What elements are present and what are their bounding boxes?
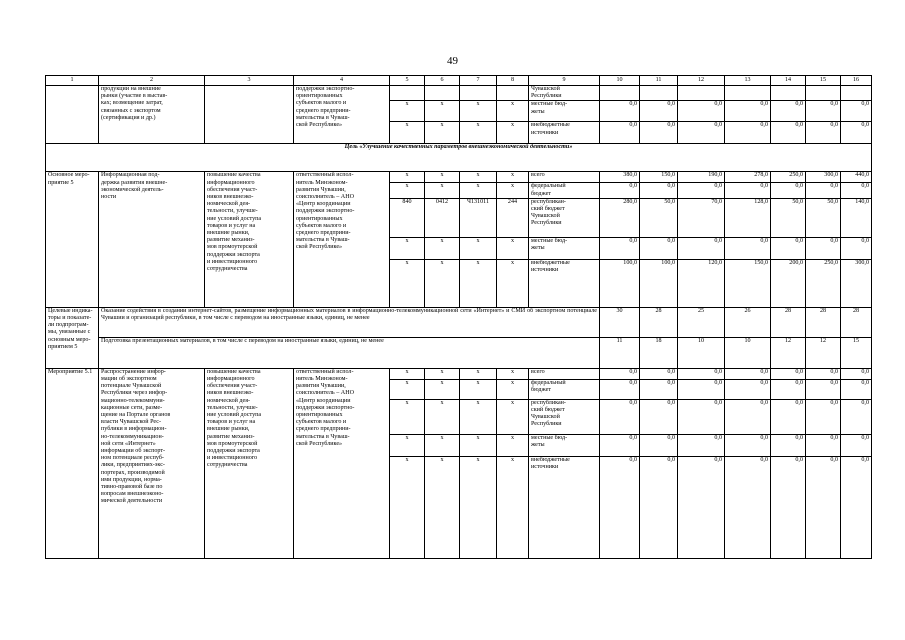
- value-cell: 0,0: [806, 122, 841, 144]
- value-cell: 0,0: [678, 368, 725, 379]
- value-cell: 300,0: [806, 172, 841, 183]
- value-cell: 0,0: [640, 379, 678, 399]
- column-number: 4: [294, 76, 390, 86]
- value-cell: 0,0: [771, 379, 806, 399]
- indicator-value: 18: [640, 337, 678, 368]
- value-cell: 100,0: [600, 259, 640, 307]
- code-cell: x: [425, 172, 460, 183]
- value-cell: 0,0: [806, 101, 841, 122]
- value-cell: 300,0: [841, 259, 872, 307]
- indicator-value: 15: [841, 337, 872, 368]
- code-cell: x: [390, 368, 425, 379]
- code-cell: x: [390, 456, 425, 558]
- table-row: [46, 368, 872, 379]
- indicator-value: 11: [600, 337, 640, 368]
- value-cell: 0,0: [771, 237, 806, 259]
- column-number: 11: [640, 76, 678, 86]
- empty-cell: [46, 86, 99, 144]
- value-cell: 0,0: [640, 434, 678, 456]
- activity-code: Основное меро- приятие 5: [46, 172, 99, 307]
- value-cell: 0,0: [806, 379, 841, 399]
- value-cell: 0,0: [640, 237, 678, 259]
- measure-name: продукции на внешние рынки (участие в выстав- ках; возмещение затрат, связанных с экспортом (сертификация и др.): [99, 86, 205, 144]
- value-cell: 0,0: [678, 101, 725, 122]
- value-cell: 0,0: [841, 368, 872, 379]
- code-cell: x: [425, 183, 460, 198]
- code-cell: x: [460, 456, 497, 558]
- code-cell: x: [460, 237, 497, 259]
- value-cell: 0,0: [725, 399, 771, 434]
- value-cell: 0,0: [678, 399, 725, 434]
- funding-source: федеральный бюджет: [529, 379, 600, 399]
- empty-cell: [425, 86, 460, 101]
- code-cell: x: [390, 434, 425, 456]
- code-cell: 244: [497, 198, 529, 237]
- indicator-value: 12: [806, 337, 841, 368]
- code-cell: x: [497, 259, 529, 307]
- value-cell: 440,0: [841, 172, 872, 183]
- value-cell: 0,0: [725, 379, 771, 399]
- value-cell: 278,0: [725, 172, 771, 183]
- value-cell: 0,0: [806, 399, 841, 434]
- value-cell: 150,0: [725, 259, 771, 307]
- empty-cell: [806, 86, 841, 101]
- measure-name: Распространение инфор- мации об экспортном потенциале Чувашской Республики через инфор- мационно-телекоммуни- кационные сети, разме- щение на Портале органов власти Чувашской Рес- публики в информацион- но-телекоммуникацион- ной сети «Интернет» информации об экспорт- ном потенциале респуб- лики, предприятиях-экс- портерах, производимой ими продукции, норма- тивно-правовой базе по вопросам внешнеэконо- мической деятельности: [99, 368, 205, 558]
- code-cell: x: [497, 237, 529, 259]
- indicator-label: Целевые индика- торы и показате- ли подпрограм- мы, увязанные с основным меро- приятием 5: [46, 307, 99, 368]
- funding-source: республикан- ский бюджет Чувашской Республики: [529, 399, 600, 434]
- value-cell: 128,0: [725, 198, 771, 237]
- empty-cell: [390, 86, 425, 101]
- code-cell: x: [390, 122, 425, 144]
- value-cell: 0,0: [771, 122, 806, 144]
- code-cell: x: [460, 379, 497, 399]
- code-cell: 840: [390, 198, 425, 237]
- column-number: 15: [806, 76, 841, 86]
- column-number: 13: [725, 76, 771, 86]
- column-number: 6: [425, 76, 460, 86]
- executor-cell: ответственный испол- нитель Минэконом- развития Чувашии, соисполнитель – АНО «Центр координации поддержки экспортно- ориентированных субъектов малого и среднего предприни- мательства в Чуваш- ской Республике»: [294, 172, 390, 307]
- value-cell: 70,0: [678, 198, 725, 237]
- value-cell: 150,0: [640, 172, 678, 183]
- value-cell: 0,0: [725, 237, 771, 259]
- value-cell: 120,0: [678, 259, 725, 307]
- column-number: 7: [460, 76, 497, 86]
- value-cell: 0,0: [771, 434, 806, 456]
- value-cell: 50,0: [640, 198, 678, 237]
- column-number: 3: [205, 76, 294, 86]
- indicator-value: 28: [640, 307, 678, 337]
- code-cell: x: [497, 183, 529, 198]
- code-cell: x: [390, 399, 425, 434]
- value-cell: 0,0: [725, 122, 771, 144]
- value-cell: 0,0: [600, 101, 640, 122]
- code-cell: x: [390, 237, 425, 259]
- funding-source: федеральный бюджет: [529, 183, 600, 198]
- program-table: [45, 75, 872, 559]
- value-cell: 0,0: [640, 456, 678, 558]
- value-cell: 0,0: [771, 399, 806, 434]
- value-cell: 0,0: [678, 122, 725, 144]
- value-cell: 0,0: [771, 183, 806, 198]
- code-cell: x: [425, 259, 460, 307]
- value-cell: 0,0: [841, 434, 872, 456]
- indicator-value: 25: [678, 307, 725, 337]
- activity-code: Мероприятие 5.1: [46, 368, 99, 558]
- funding-source: всего: [529, 172, 600, 183]
- column-number: 2: [99, 76, 205, 86]
- code-cell: x: [497, 379, 529, 399]
- value-cell: 0,0: [725, 456, 771, 558]
- code-cell: x: [460, 399, 497, 434]
- value-cell: 0,0: [725, 434, 771, 456]
- value-cell: 0,0: [600, 183, 640, 198]
- code-cell: x: [425, 399, 460, 434]
- column-number: 1: [46, 76, 99, 86]
- code-cell: x: [425, 368, 460, 379]
- code-cell: x: [497, 456, 529, 558]
- value-cell: 0,0: [678, 237, 725, 259]
- table-row: [46, 86, 872, 101]
- indicator-value: 26: [725, 307, 771, 337]
- header-row: [46, 76, 872, 86]
- value-cell: 0,0: [600, 379, 640, 399]
- code-cell: x: [460, 259, 497, 307]
- code-cell: x: [497, 101, 529, 122]
- code-cell: x: [390, 379, 425, 399]
- indicator-value: 28: [771, 307, 806, 337]
- value-cell: 0,0: [640, 183, 678, 198]
- goal-row: [46, 144, 872, 172]
- funding-source: местные бюд- жеты: [529, 434, 600, 456]
- code-cell: x: [390, 183, 425, 198]
- code-cell: x: [460, 434, 497, 456]
- column-number: 16: [841, 76, 872, 86]
- empty-cell: [771, 86, 806, 101]
- column-number: 14: [771, 76, 806, 86]
- code-cell: x: [425, 456, 460, 558]
- code-cell: x: [390, 101, 425, 122]
- value-cell: 250,0: [806, 259, 841, 307]
- table-row: [46, 172, 872, 183]
- funding-source: местные бюд- жеты: [529, 237, 600, 259]
- code-cell: x: [425, 237, 460, 259]
- executor-cell: поддержки экспортно- ориентированных субъектов малого и среднего предприни- мательства в Чуваш- ской Республике»: [294, 86, 390, 144]
- value-cell: 190,0: [678, 172, 725, 183]
- code-cell: x: [390, 172, 425, 183]
- empty-cell: [600, 86, 640, 101]
- value-cell: 0,0: [806, 456, 841, 558]
- code-cell: x: [497, 399, 529, 434]
- expected-result: повышение качества информационного обеспечения участ- ников внешнеэко- номической дея- тельности, улучше- ние условий доступа товаров и услуг на внешние рынки, развитие механиз- мов промоутерской поддержки экспорта и инвестиционного сотрудничества: [205, 368, 294, 558]
- value-cell: 100,0: [640, 259, 678, 307]
- value-cell: 0,0: [771, 101, 806, 122]
- funding-source: внебюджетные источники: [529, 456, 600, 558]
- value-cell: 380,0: [600, 172, 640, 183]
- value-cell: 0,0: [806, 434, 841, 456]
- empty-cell: [640, 86, 678, 101]
- code-cell: x: [460, 122, 497, 144]
- code-cell: x: [460, 183, 497, 198]
- value-cell: 0,0: [841, 456, 872, 558]
- value-cell: 200,0: [771, 259, 806, 307]
- value-cell: 0,0: [841, 122, 872, 144]
- code-cell: x: [497, 434, 529, 456]
- empty-cell: [841, 86, 872, 101]
- expected-result: повышение качества информационного обеспечения участ- ников внешнеэко- номической дея- тельности, улучше- ние условий доступа товаров и услуг на внешние рынки, развитие механиз- мов промоутерской поддержки экспорта и инвестиционного сотрудничества: [205, 172, 294, 307]
- empty-cell: [725, 86, 771, 101]
- value-cell: 0,0: [600, 237, 640, 259]
- value-cell: 0,0: [600, 368, 640, 379]
- value-cell: 0,0: [771, 456, 806, 558]
- value-cell: 0,0: [678, 379, 725, 399]
- value-cell: 0,0: [841, 183, 872, 198]
- funding-source: местные бюд- жеты: [529, 101, 600, 122]
- value-cell: 0,0: [640, 399, 678, 434]
- value-cell: 0,0: [841, 237, 872, 259]
- table-row: [46, 337, 872, 368]
- value-cell: 50,0: [771, 198, 806, 237]
- funding-source: республикан- ский бюджет Чувашской Республики: [529, 198, 600, 237]
- value-cell: 0,0: [678, 434, 725, 456]
- funding-source: внебюджетные источники: [529, 122, 600, 144]
- value-cell: 0,0: [640, 368, 678, 379]
- value-cell: 0,0: [600, 456, 640, 558]
- code-cell: x: [425, 434, 460, 456]
- code-cell: x: [460, 101, 497, 122]
- code-cell: x: [497, 122, 529, 144]
- code-cell: x: [497, 172, 529, 183]
- indicator-value: 30: [600, 307, 640, 337]
- code-cell: x: [425, 122, 460, 144]
- empty-cell: [460, 86, 497, 101]
- column-number: 12: [678, 76, 725, 86]
- code-cell: x: [497, 368, 529, 379]
- indicator-text: Подготовка презентационных материалов, в том числе с переводом на иностранные языки, единиц, не менее: [99, 337, 600, 368]
- column-number: 8: [497, 76, 529, 86]
- value-cell: 0,0: [841, 379, 872, 399]
- value-cell: 0,0: [725, 368, 771, 379]
- goal-heading: Цель «Улучшение качественных параметров внешнеэкономической деятельности»: [46, 144, 872, 172]
- column-number: 10: [600, 76, 640, 86]
- value-cell: 250,0: [771, 172, 806, 183]
- value-cell: 140,0: [841, 198, 872, 237]
- value-cell: 0,0: [806, 368, 841, 379]
- value-cell: 280,0: [600, 198, 640, 237]
- value-cell: 0,0: [806, 237, 841, 259]
- page-number: 49: [447, 55, 458, 67]
- value-cell: 0,0: [678, 183, 725, 198]
- value-cell: 50,0: [806, 198, 841, 237]
- value-cell: 0,0: [600, 399, 640, 434]
- empty-cell: [497, 86, 529, 101]
- funding-source: внебюджетные источники: [529, 259, 600, 307]
- code-cell: x: [425, 379, 460, 399]
- funding-source: Чувашской Республики: [529, 86, 600, 101]
- code-cell: x: [460, 172, 497, 183]
- value-cell: 0,0: [841, 101, 872, 122]
- code-cell: Ч131011: [460, 198, 497, 237]
- code-cell: x: [390, 259, 425, 307]
- value-cell: 0,0: [640, 122, 678, 144]
- value-cell: 0,0: [600, 122, 640, 144]
- table-row: [46, 307, 872, 337]
- value-cell: 0,0: [771, 368, 806, 379]
- code-cell: 0412: [425, 198, 460, 237]
- value-cell: 0,0: [640, 101, 678, 122]
- indicator-value: 28: [841, 307, 872, 337]
- code-cell: x: [425, 101, 460, 122]
- indicator-value: 10: [725, 337, 771, 368]
- measure-name: Информационная под- держка развития внешне- экономической деятель- ности: [99, 172, 205, 307]
- value-cell: 0,0: [725, 183, 771, 198]
- funding-source: всего: [529, 368, 600, 379]
- code-cell: x: [460, 368, 497, 379]
- indicator-value: 10: [678, 337, 725, 368]
- value-cell: 0,0: [806, 183, 841, 198]
- empty-cell: [678, 86, 725, 101]
- indicator-text: Оказание содействия в создании интернет-сайтов, размещение информационных материалов в информационно-телекоммуникационной сети «Интернет» и СМИ об экспортном потенциале Чувашии и организаций республики, в том числе с переводом на иностранные языки, единиц, не менее: [99, 307, 600, 337]
- column-number: 9: [529, 76, 600, 86]
- value-cell: 0,0: [678, 456, 725, 558]
- empty-cell: [205, 86, 294, 144]
- indicator-value: 12: [771, 337, 806, 368]
- value-cell: 0,0: [725, 101, 771, 122]
- column-number: 5: [390, 76, 425, 86]
- indicator-value: 28: [806, 307, 841, 337]
- value-cell: 0,0: [600, 434, 640, 456]
- executor-cell: ответственный испол- нитель Минэконом- развития Чувашии, соисполнитель – АНО «Центр координации поддержки экспортно- ориентированных субъектов малого и среднего предприни- мательства в Чуваш- ской Республике»: [294, 368, 390, 558]
- value-cell: 0,0: [841, 399, 872, 434]
